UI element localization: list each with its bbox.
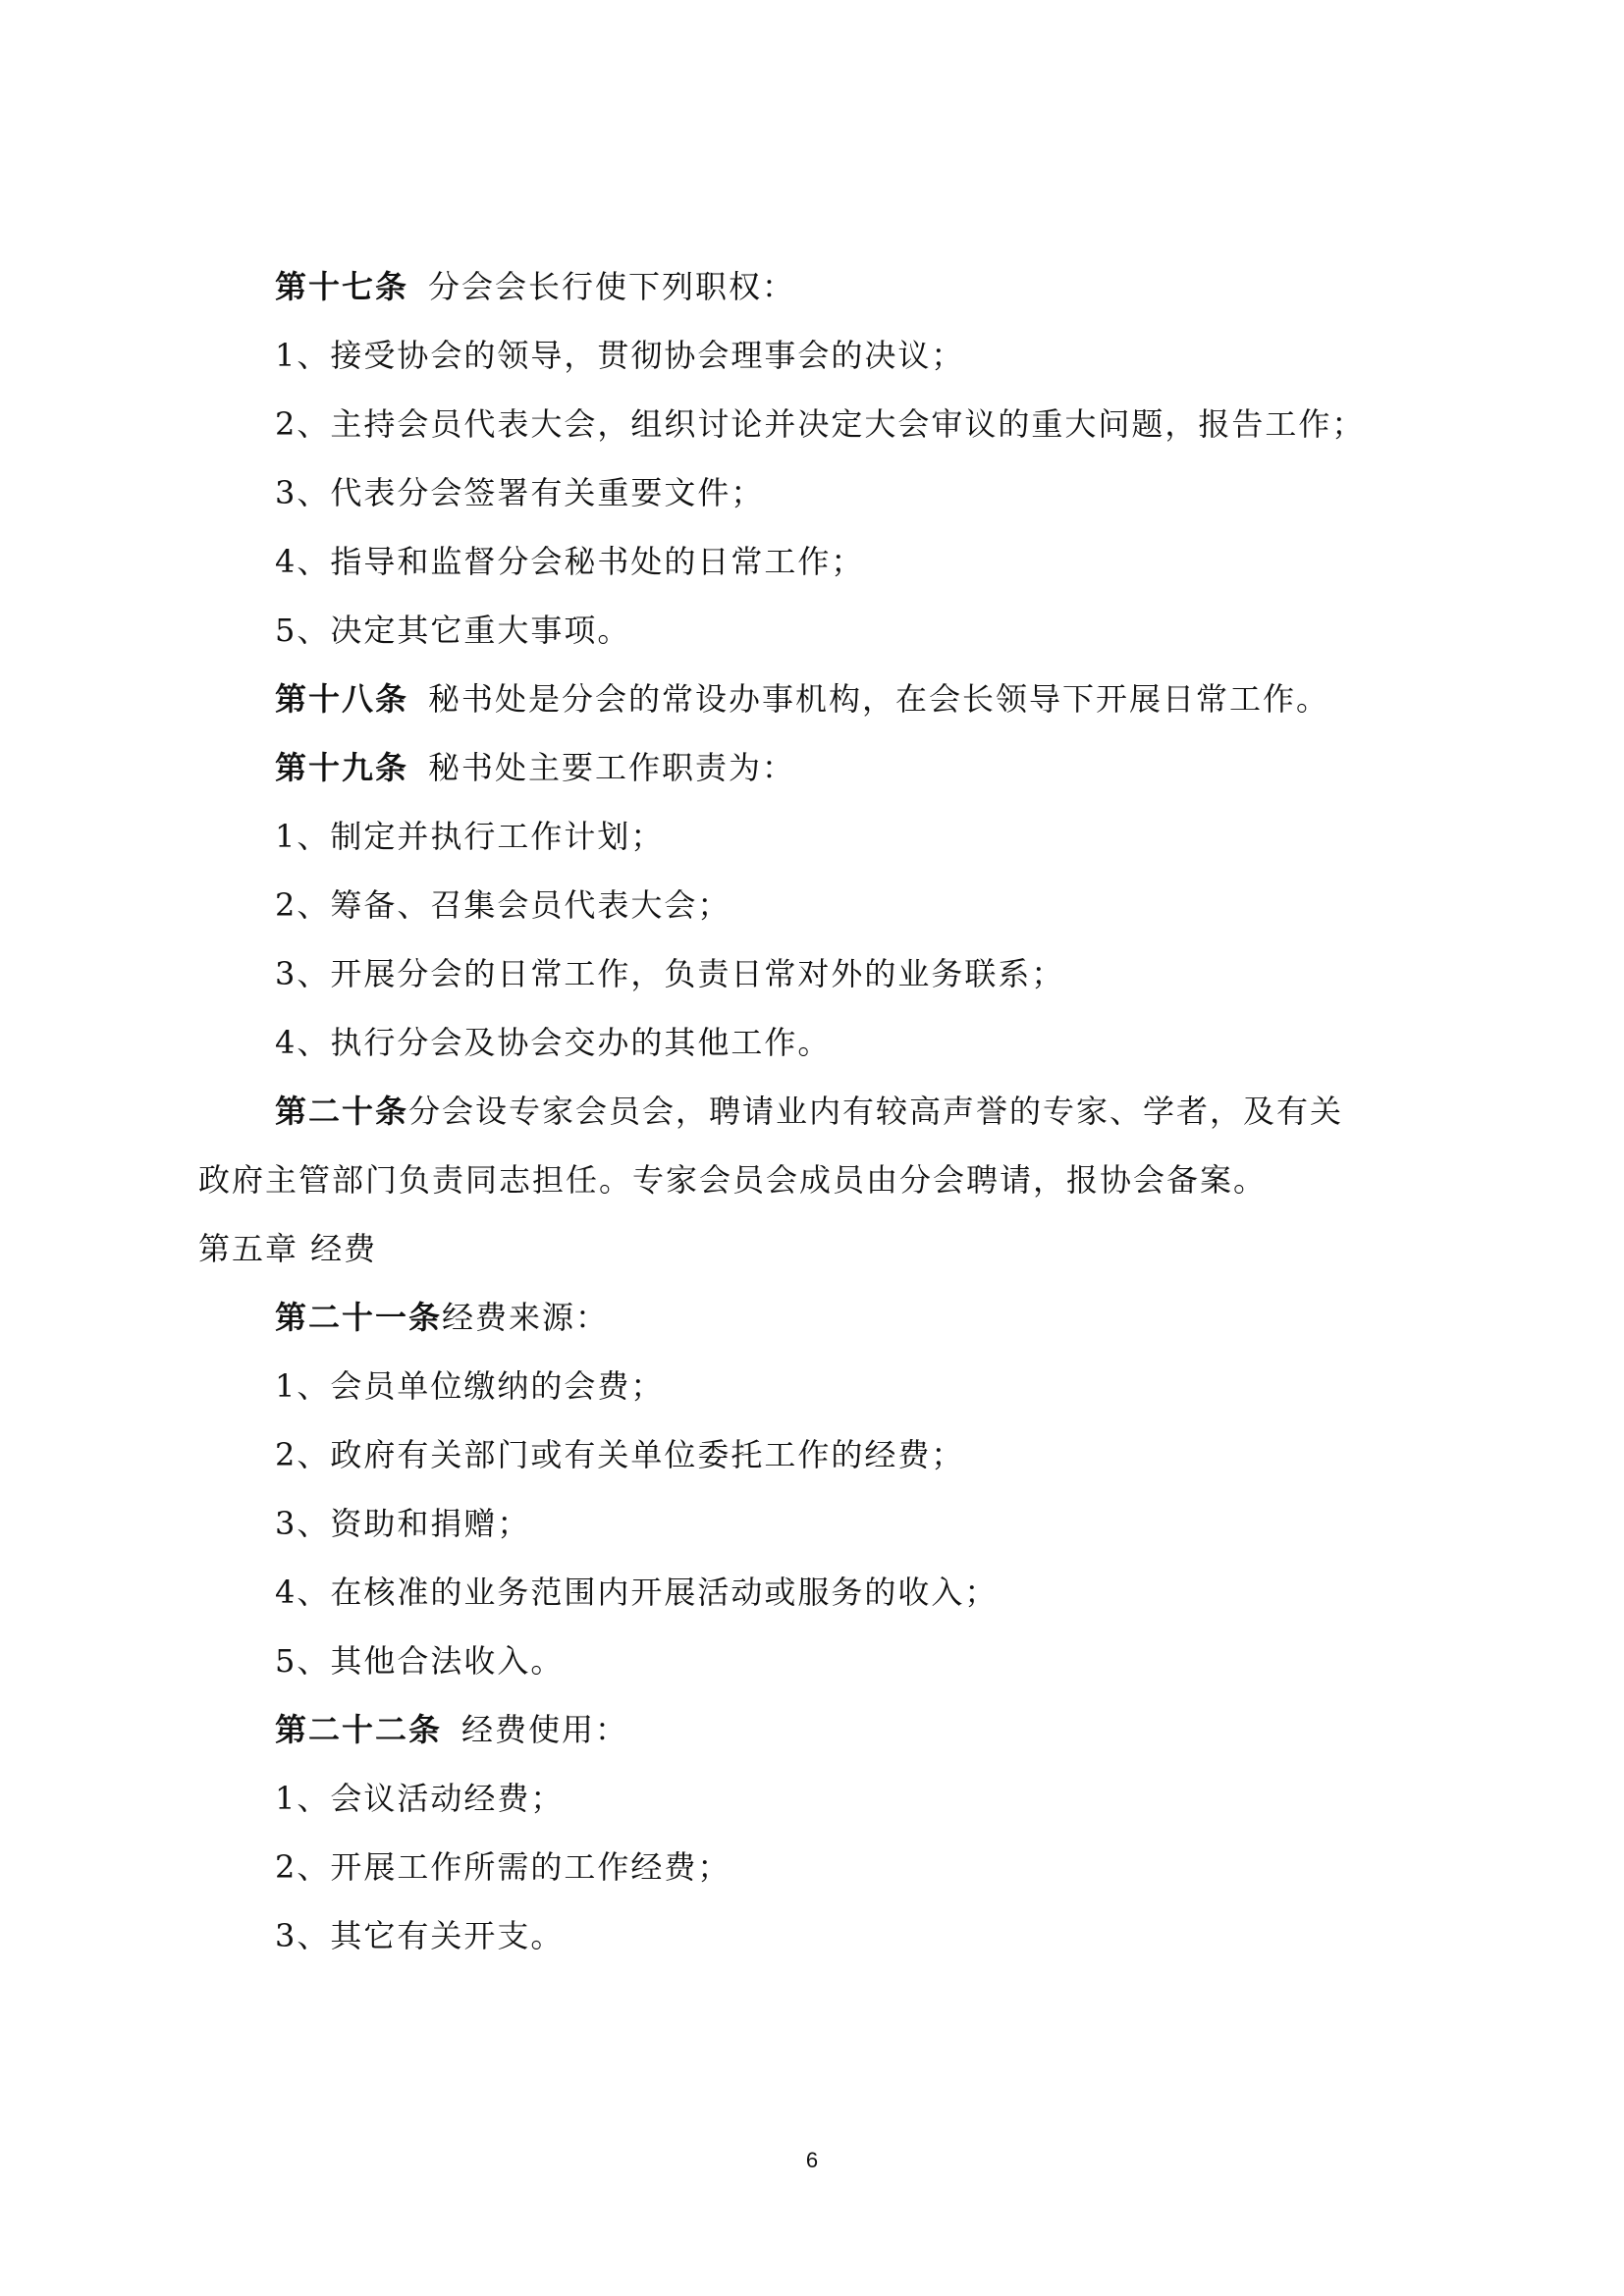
article-19-text: 秘书处主要工作职责为： xyxy=(428,749,796,786)
article-22-line xyxy=(275,1710,628,1749)
article-18-line xyxy=(275,679,1329,719)
list-item: 4、在核准的业务范围内开展活动或服务的收入； xyxy=(275,1574,999,1611)
list-item: 2、开展工作所需的工作经费； xyxy=(275,1848,731,1886)
article-20-heading: 第二十条 xyxy=(275,1093,409,1130)
list-item: 1、会员单位缴纳的会费； xyxy=(275,1367,665,1405)
list-item: 4、指导和监督分会秘书处的日常工作； xyxy=(275,543,865,580)
list-item: 5、其他合法收入。 xyxy=(275,1642,565,1680)
list-item: 2、筹备、召集会员代表大会； xyxy=(275,886,731,924)
list-item: 5、决定其它重大事项。 xyxy=(275,612,631,649)
article-17-text: 分会会长行使下列职权： xyxy=(428,268,796,305)
list-item: 3、资助和捐赠； xyxy=(275,1505,531,1542)
list-item: 3、其它有关开支。 xyxy=(275,1917,565,1954)
article-18-heading: 第十八条 xyxy=(275,680,409,718)
list-item: 1、会议活动经费； xyxy=(275,1780,565,1817)
list-item: 2、主持会员代表大会，组织讨论并决定大会审议的重大问题，报告工作； xyxy=(275,405,1366,443)
list-item: 1、接受协会的领导，贯彻协会理事会的决议； xyxy=(275,337,965,374)
article-20-line xyxy=(275,1092,1343,1131)
article-20-text-2: 政府主管部门负责同志担任。专家会员会成员由分会聘请，报协会备案。 xyxy=(198,1161,1268,1199)
article-21-heading: 第二十一条 xyxy=(275,1299,443,1336)
article-19-heading: 第十九条 xyxy=(275,749,409,786)
article-19-line xyxy=(275,748,795,787)
article-21-text: 经费来源： xyxy=(442,1299,610,1336)
article-20-text-1: 分会设专家会员会，聘请业内有较高声誉的专家、学者，及有关 xyxy=(408,1093,1344,1130)
list-item: 2、政府有关部门或有关单位委托工作的经费； xyxy=(275,1436,965,1473)
list-item: 3、开展分会的日常工作，负责日常对外的业务联系； xyxy=(275,955,1065,992)
article-18-text: 秘书处是分会的常设办事机构，在会长领导下开展日常工作。 xyxy=(428,680,1330,718)
article-21-line xyxy=(275,1298,609,1337)
article-17-line xyxy=(275,267,795,306)
chapter-5-title: 第五章 经费 xyxy=(198,1230,378,1267)
article-17-heading: 第十七条 xyxy=(275,268,409,305)
article-22-heading: 第二十二条 xyxy=(275,1711,443,1748)
list-item: 3、代表分会签署有关重要文件； xyxy=(275,474,765,511)
article-22-text: 经费使用： xyxy=(461,1711,629,1748)
list-item: 1、制定并执行工作计划； xyxy=(275,818,665,855)
page-number: 6 xyxy=(805,2148,819,2172)
list-item: 4、执行分会及协会交办的其他工作。 xyxy=(275,1024,832,1061)
